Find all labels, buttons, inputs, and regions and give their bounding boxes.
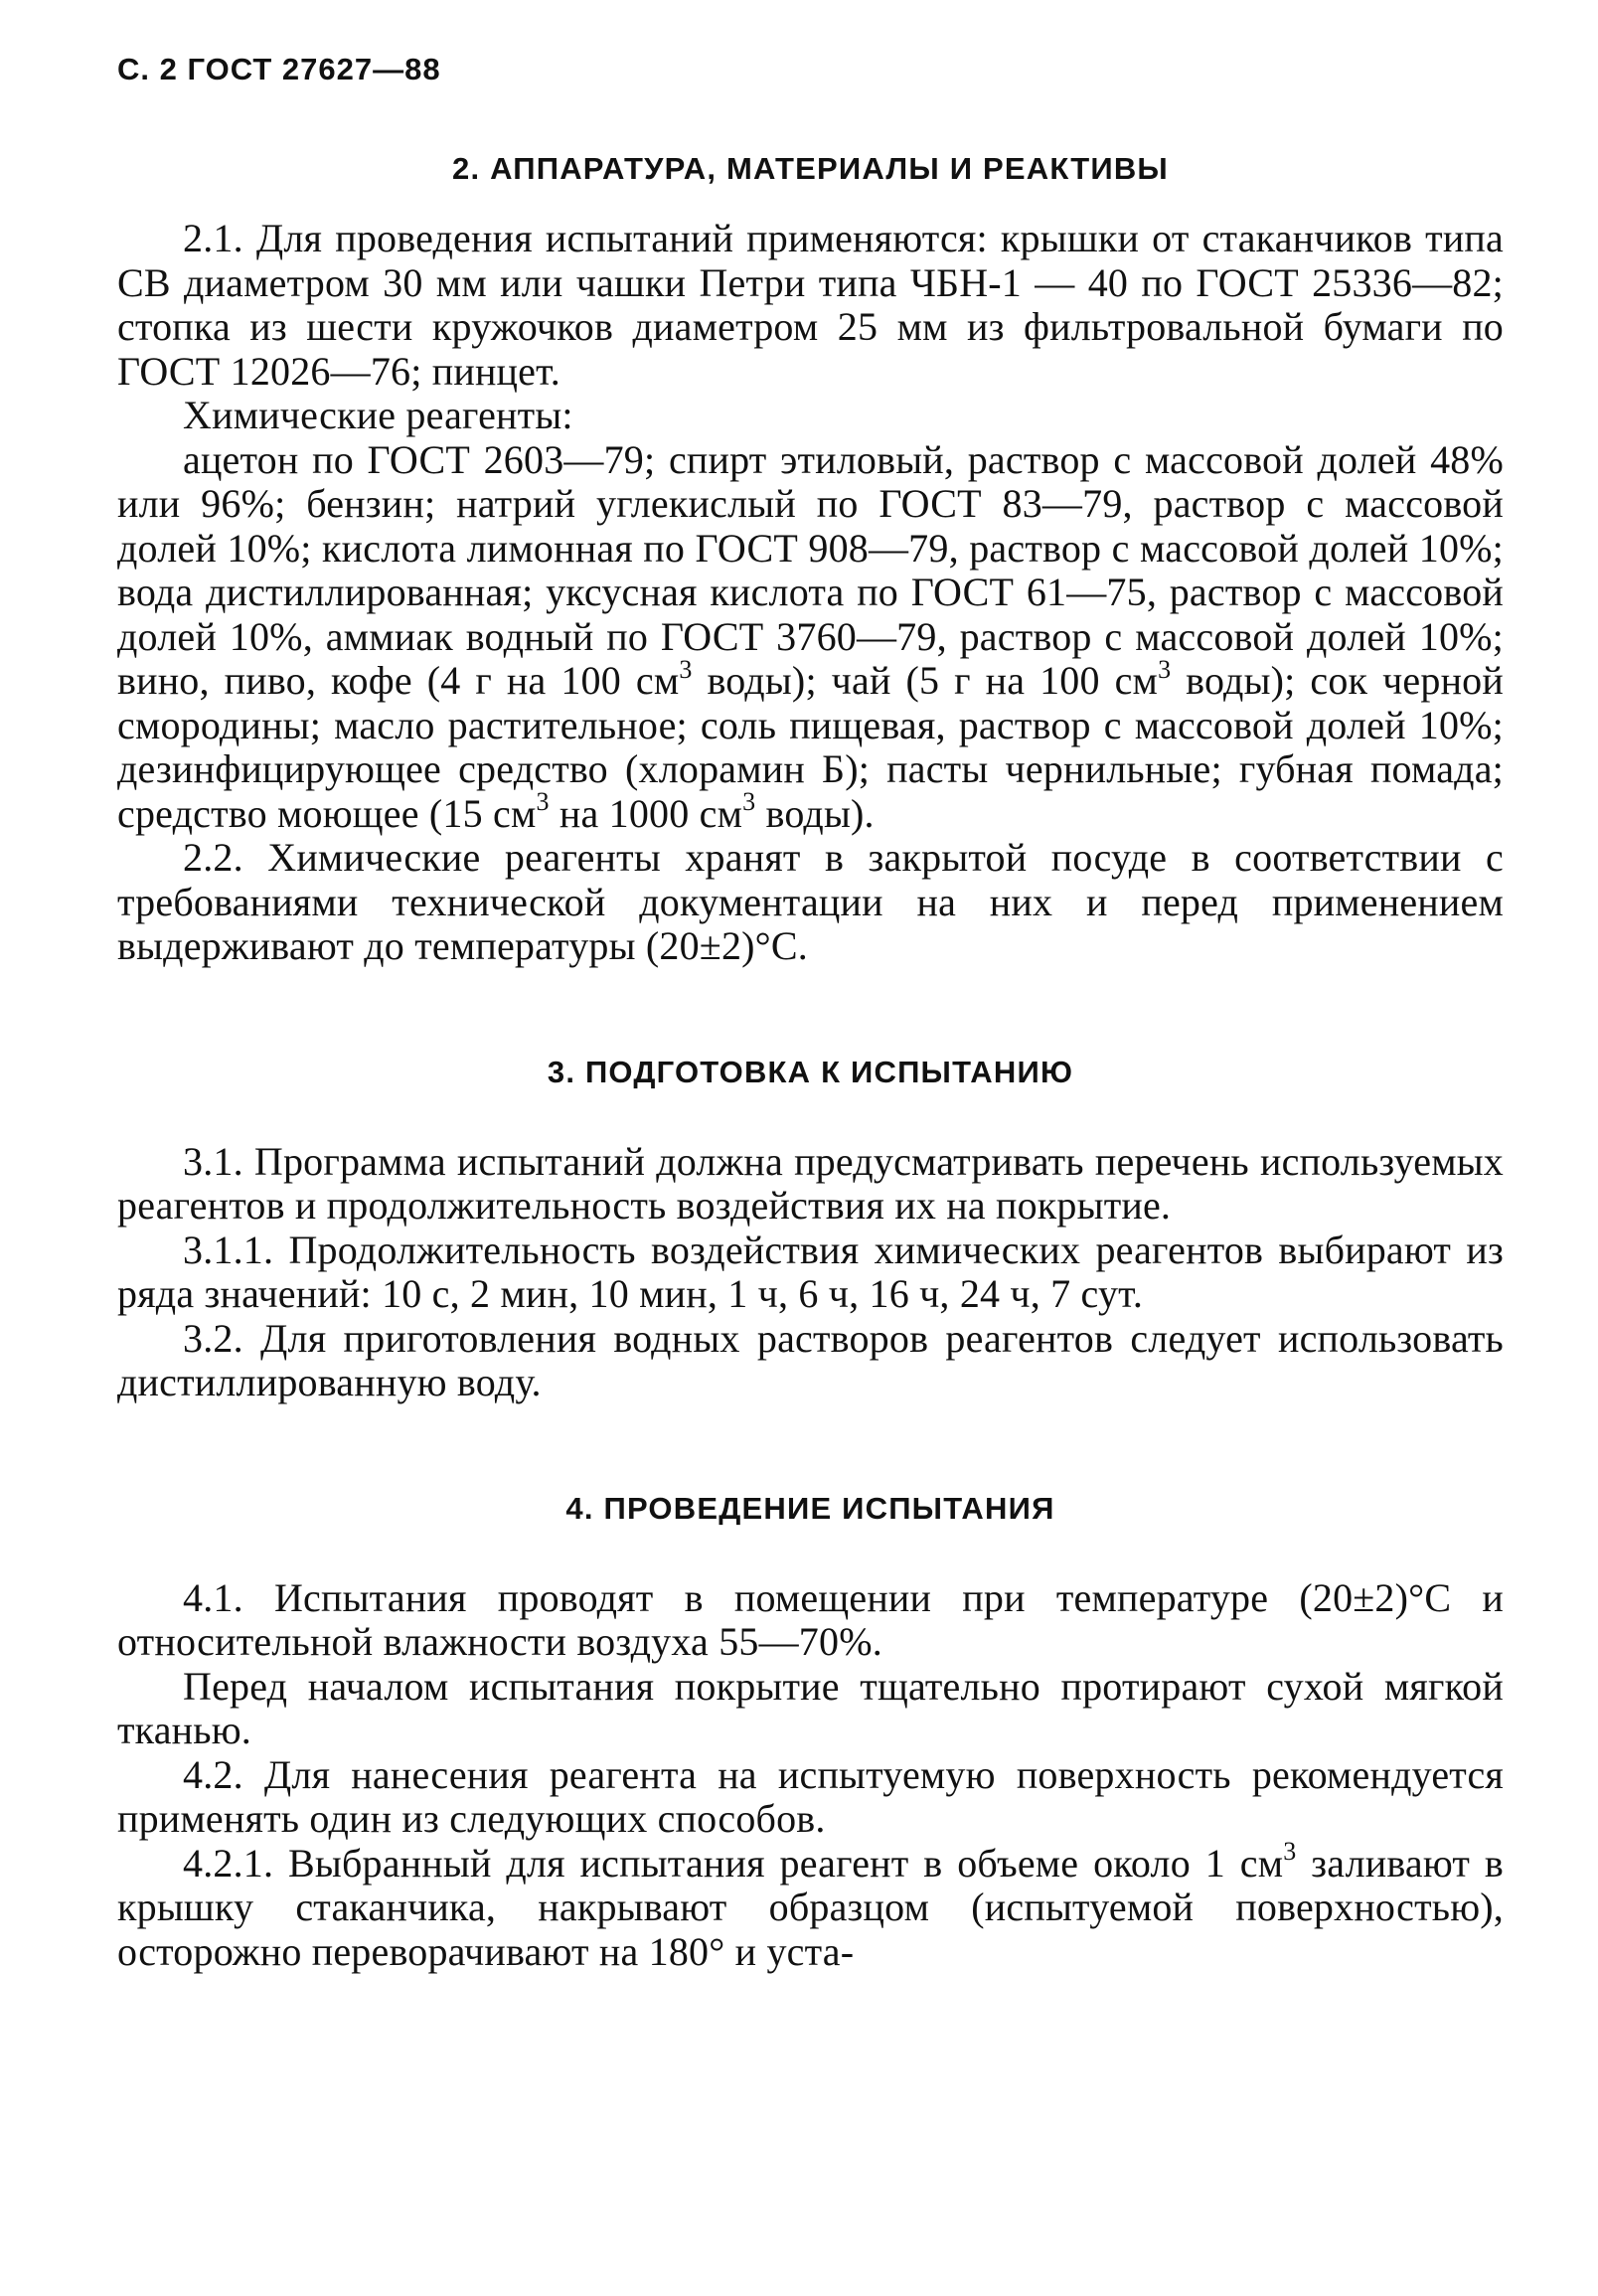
- paragraph-4-2-1-text-b: заливают в крышку стаканчика, накрывают образцом (испытуемой поверхностью), осторожно переворачивают на 180° и уста-: [117, 1840, 1504, 1974]
- paragraph-4-2-1-text-a: 4.2.1. Выбранный для испытания реагент в объеме около 1 см: [183, 1840, 1284, 1886]
- paragraph-3-1-1: 3.1.1. Продолжительность воздействия химических реагентов выбирают из ряда значений: 10 с, 2 мин, 10 мин, 1 ч, 6 ч, 16 ч, 24 ч, 7 сут.: [117, 1227, 1504, 1316]
- reagents-text-e: воды).: [755, 790, 875, 836]
- paragraph-2-2: 2.2. Химические реагенты хранят в закрытой посуде в соответствии с требованиями технической документации на них и перед применением выдерживают до температуры (20±2)°С.: [117, 835, 1504, 968]
- paragraph-4-1-cont: Перед началом испытания покрытие тщательно протирают сухой мягкой тканью.: [117, 1663, 1504, 1752]
- superscript-3: 3: [679, 654, 693, 684]
- section-3-heading: 3. ПОДГОТОВКА К ИСПЫТАНИЮ: [547, 1054, 1074, 1089]
- section-4-heading: 4. ПРОВЕДЕНИЕ ИСПЫТАНИЯ: [565, 1490, 1055, 1526]
- reagents-label: Химические реагенты:: [183, 393, 573, 437]
- reagents-text-b: воды); чай (5 г на 100 см: [692, 658, 1159, 703]
- paragraph-4-1: 4.1. Испытания проводят в помещении при температуре (20±2)°С и относительной влажности воздуха 55—70%.: [117, 1574, 1504, 1664]
- paragraph-3-2: 3.2. Для приготовления водных растворов реагентов следует использовать дистиллированную воду.: [117, 1315, 1504, 1404]
- superscript-3: 3: [536, 787, 550, 817]
- reagents-text-c: воды); сок черной смородины; масло растительное; соль пищевая, раствор с массовой долей 10%; дезинфицирующее средство (хлорамин Б); пасты чернильные; губная помада; средство моющее (15 см: [117, 658, 1504, 836]
- superscript-3: 3: [1283, 1837, 1297, 1867]
- reagents-text-a: ацетон по ГОСТ 2603—79; спирт этиловый, раствор с массовой долей 48% или 96%; бензин; натрий углекислый по ГОСТ 83—79, раствор с массовой долей 10%; кислота лимонная по ГОСТ 908—79, раствор с массовой долей 10%; вода дистиллированная; уксусная кислота по ГОСТ 61—75, раствор с массовой долей 10%, аммиак водный по ГОСТ 3760—79, раствор с массовой долей 10%; вино, пиво, кофе (4 г на 100 см: [117, 436, 1504, 703]
- running-head: С. 2 ГОСТ 27627—88: [117, 52, 441, 86]
- superscript-3: 3: [1158, 654, 1172, 684]
- page-content: [117, 147, 1504, 1974]
- reagents-list: [117, 438, 1504, 837]
- paragraph-4-2: 4.2. Для нанесения реагента на испытуемую поверхность рекомендуется применять один из следующих способов.: [117, 1751, 1504, 1841]
- paragraph-3-1: 3.1. Программа испытаний должна предусматривать перечень используемых реагентов и продолжительность воздействия их на покрытие.: [117, 1138, 1504, 1228]
- section-2-heading: 2. АППАРАТУРА, МАТЕРИАЛЫ И РЕАКТИВЫ: [452, 151, 1169, 186]
- paragraph-2-1: 2.1. Для проведения испытаний применяются: крышки от стаканчиков типа СВ диаметром 30 мм или чашки Петри типа ЧБН-1 — 40 по ГОСТ 25336—82; стопка из шести кружочков диаметром 25 мм из фильтровальной бумаги по ГОСТ 12026—76; пинцет.: [117, 216, 1504, 394]
- paragraph-4-2-1: [117, 1837, 1504, 1975]
- superscript-3: 3: [742, 787, 756, 817]
- reagents-text-d: на 1000 см: [549, 790, 743, 836]
